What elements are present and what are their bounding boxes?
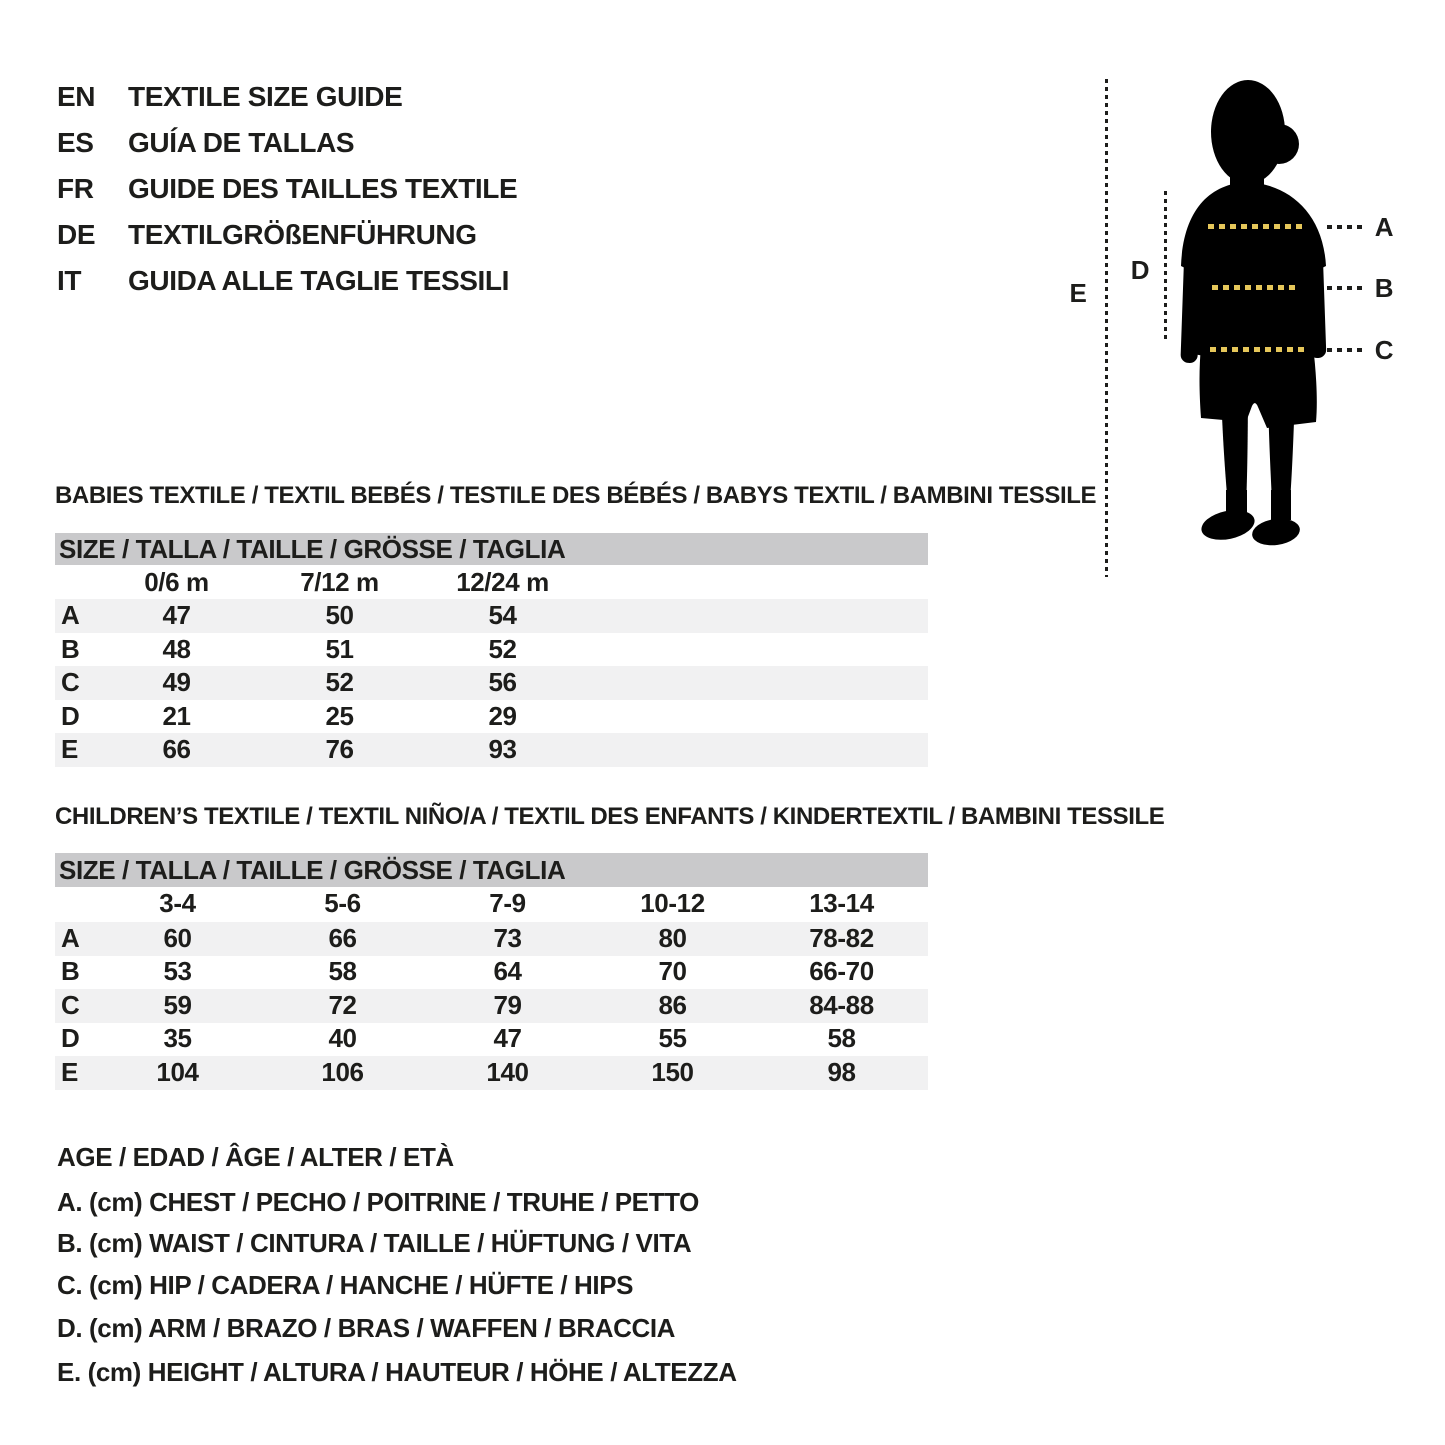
silhouette-right-shoe xyxy=(1250,516,1301,548)
row-label: E xyxy=(61,734,78,765)
table-cell: 47 xyxy=(162,600,191,631)
size-header-bar xyxy=(55,533,928,565)
silhouette-shirt xyxy=(1181,182,1326,359)
table-cell: 66 xyxy=(162,734,191,765)
table-cell: 52 xyxy=(488,633,517,664)
children-section-title: CHILDREN’S TEXTILE / TEXTIL NIÑO/A / TEXTIL DES ENFANTS / KINDERTEXTIL / BAMBINI TESSILE xyxy=(55,803,1165,830)
table-cell: 60 xyxy=(163,922,192,953)
table-cell: 150 xyxy=(651,1056,694,1087)
table-cell: 49 xyxy=(162,667,191,698)
table-cell: 93 xyxy=(488,734,517,765)
table-cell: 98 xyxy=(827,1056,856,1087)
table-cell: 79 xyxy=(493,989,522,1020)
table-cell: 72 xyxy=(328,989,357,1020)
table-row xyxy=(55,700,928,734)
language-code: IT xyxy=(57,265,82,296)
language-row xyxy=(57,265,509,297)
silhouette-right-ankle xyxy=(1271,490,1291,520)
table-cell: 50 xyxy=(325,600,354,631)
children-size-table xyxy=(55,853,928,1090)
table-row xyxy=(55,922,928,956)
row-label: B xyxy=(61,633,80,664)
table-cell: 51 xyxy=(325,633,354,664)
legend-arm-line: D. (cm) ARM / BRAZO / BRAS / WAFFEN / BRACCIA xyxy=(57,1313,676,1343)
table-cell: 29 xyxy=(488,700,517,731)
legend-chest-line: A. (cm) CHEST / PECHO / POITRINE / TRUHE / PETTO xyxy=(57,1187,699,1217)
silhouette-hair xyxy=(1259,124,1299,164)
guide-title: GUÍA DE TALLAS xyxy=(128,127,355,158)
babies-size-table xyxy=(55,533,928,767)
table-cell: 84-88 xyxy=(809,989,874,1020)
hip-measure-dashes xyxy=(1210,347,1304,352)
guide-title: TEXTILGRÖßENFÜHRUNG xyxy=(128,219,477,250)
column-header: 5-6 xyxy=(324,888,361,918)
legend-age-line: AGE / EDAD / ÂGE / ALTER / ETÀ xyxy=(57,1142,454,1172)
chest-measure-dashes xyxy=(1208,224,1304,229)
silhouette-right-leg xyxy=(1268,348,1296,502)
table-cell: 25 xyxy=(325,700,354,731)
guide-title: GUIDA ALLE TAGLIE TESSILI xyxy=(128,265,509,296)
table-cell: 55 xyxy=(658,1023,687,1054)
table-row xyxy=(55,1056,928,1090)
table-cell: 66 xyxy=(328,922,357,953)
table-cell: 48 xyxy=(162,633,191,664)
waist-leader-dashes xyxy=(1327,286,1365,290)
table-cell: 64 xyxy=(493,956,522,987)
legend-hip-line: C. (cm) HIP / CADERA / HANCHE / HÜFTE / HIPS xyxy=(57,1270,634,1300)
measure-label-e: E xyxy=(1069,278,1087,308)
babies-column-headers xyxy=(55,565,928,599)
table-cell: 86 xyxy=(658,989,687,1020)
chest-leader-dashes xyxy=(1327,225,1365,229)
measure-label-d: D xyxy=(1130,255,1150,285)
row-label: C xyxy=(61,989,80,1020)
child-silhouette xyxy=(1160,70,1350,550)
table-cell: 78-82 xyxy=(809,922,874,953)
size-header-label: SIZE / TALLA / TAILLE / GRÖSSE / TAGLIA xyxy=(59,533,566,564)
measure-label-b: B xyxy=(1374,273,1394,303)
language-row xyxy=(57,219,477,251)
table-cell: 59 xyxy=(163,989,192,1020)
row-label: B xyxy=(61,956,80,987)
table-cell: 54 xyxy=(488,600,517,631)
table-cell: 58 xyxy=(827,1023,856,1054)
language-code: ES xyxy=(57,127,94,158)
table-cell: 106 xyxy=(321,1056,364,1087)
table-cell: 76 xyxy=(325,734,354,765)
language-row xyxy=(57,81,402,113)
row-label: D xyxy=(61,1023,80,1054)
table-cell: 58 xyxy=(328,956,357,987)
column-header: 13-14 xyxy=(809,888,874,918)
size-header-label: SIZE / TALLA / TAILLE / GRÖSSE / TAGLIA xyxy=(59,854,566,885)
row-label: D xyxy=(61,700,80,731)
babies-section-title: BABIES TEXTILE / TEXTIL BEBÉS / TESTILE DES BÉBÉS / BABYS TEXTIL / BAMBINI TESSILE xyxy=(55,482,1097,509)
legend-waist-line: B. (cm) WAIST / CINTURA / TAILLE / HÜFTUNG / VITA xyxy=(57,1228,692,1258)
legend-height-line: E. (cm) HEIGHT / ALTURA / HAUTEUR / HÖHE / ALTEZZA xyxy=(57,1357,737,1387)
measure-label-c: C xyxy=(1374,335,1394,365)
table-row xyxy=(55,1023,928,1057)
silhouette-left-shoe xyxy=(1199,506,1258,545)
language-code: EN xyxy=(57,81,96,112)
table-row xyxy=(55,633,928,667)
row-label: C xyxy=(61,667,80,698)
silhouette-shorts xyxy=(1200,346,1317,428)
table-row xyxy=(55,956,928,990)
table-cell: 21 xyxy=(162,700,191,731)
guide-title: GUIDE DES TAILLES TEXTILE xyxy=(128,173,518,204)
language-row xyxy=(57,127,354,159)
column-header: 7/12 m xyxy=(300,566,379,597)
row-label: A xyxy=(61,922,80,953)
size-header-bar xyxy=(55,853,928,887)
table-row xyxy=(55,989,928,1023)
table-row xyxy=(55,599,928,633)
column-header: 0/6 m xyxy=(144,566,209,597)
table-row xyxy=(55,666,928,700)
silhouette-left-leg xyxy=(1221,348,1248,507)
table-cell: 73 xyxy=(493,922,522,953)
language-row xyxy=(57,173,517,205)
measure-label-a: A xyxy=(1374,212,1394,242)
language-code: DE xyxy=(57,219,96,250)
height-measure-line-e xyxy=(1105,79,1108,577)
table-cell: 56 xyxy=(488,667,517,698)
table-cell: 70 xyxy=(658,956,687,987)
table-cell: 80 xyxy=(658,922,687,953)
table-cell: 104 xyxy=(156,1056,199,1087)
guide-title: TEXTILE SIZE GUIDE xyxy=(128,81,403,112)
table-cell: 53 xyxy=(163,956,192,987)
table-cell: 35 xyxy=(163,1023,192,1054)
table-cell: 40 xyxy=(328,1023,357,1054)
column-header: 10-12 xyxy=(640,888,705,918)
table-cell: 140 xyxy=(486,1056,529,1087)
column-header: 7-9 xyxy=(489,888,526,918)
column-header: 12/24 m xyxy=(456,566,549,597)
table-cell: 66-70 xyxy=(809,956,874,987)
table-row xyxy=(55,733,928,767)
row-label: A xyxy=(61,600,80,631)
language-code: FR xyxy=(57,173,94,204)
table-cell: 52 xyxy=(325,667,354,698)
waist-measure-dashes xyxy=(1212,285,1300,290)
table-cell: 47 xyxy=(493,1023,522,1054)
hip-leader-dashes xyxy=(1327,348,1365,352)
row-label: E xyxy=(61,1056,78,1087)
children-column-headers xyxy=(55,887,928,922)
column-header: 3-4 xyxy=(159,888,196,918)
